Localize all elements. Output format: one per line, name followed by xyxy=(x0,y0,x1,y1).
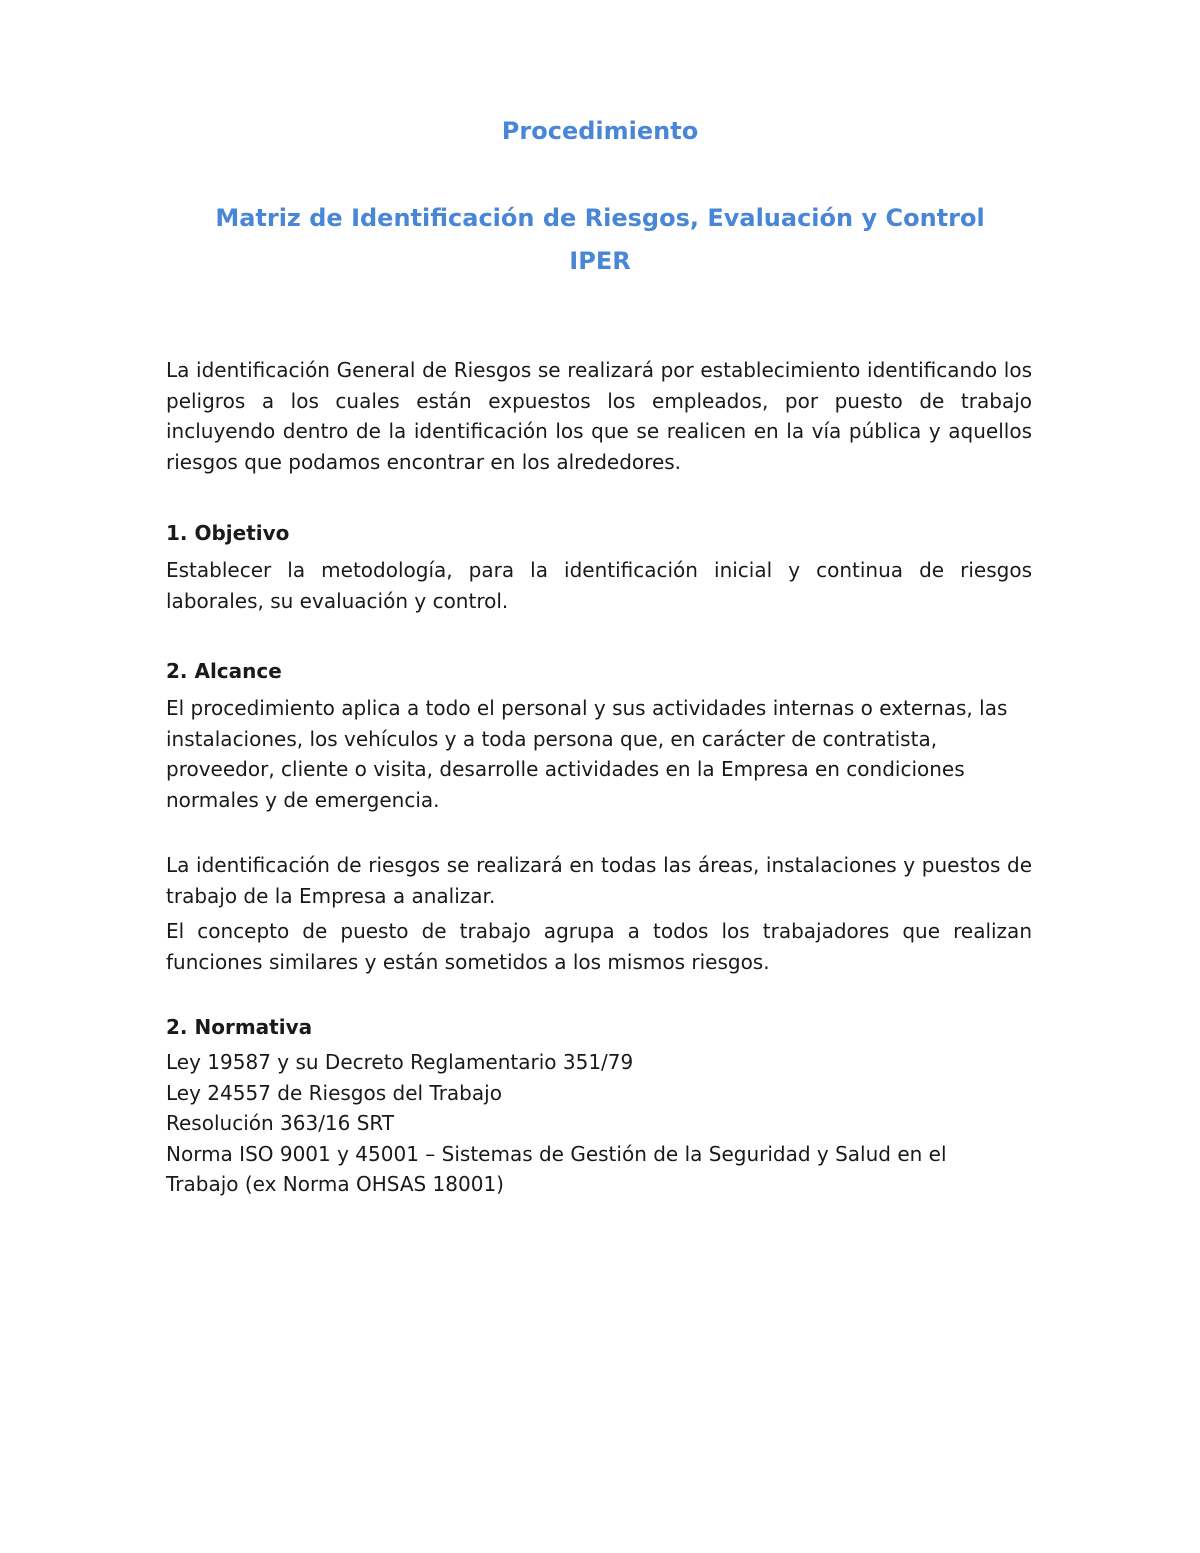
objetivo-paragraph: Establecer la metodología, para la identificación inicial y continua de riesgos laborales, su evaluación y control. xyxy=(166,558,1032,613)
normativa-item: Ley 19587 y su Decreto Reglamentario 351/79 xyxy=(166,1050,634,1074)
normativa-list xyxy=(166,1047,1032,1200)
section-heading-objetivo: 1. Objetivo xyxy=(166,521,290,545)
normativa-item: Norma ISO 9001 y 45001 – Sistemas de Gestión de la Seguridad y Salud en el xyxy=(166,1141,947,1166)
alcance-paragraph-1: El procedimiento aplica a todo el personal y sus actividades internas o externas, las instalaciones, los vehículos y a toda persona que, en carácter de contratista, proveedor, cliente o visita, desarrolle actividades en la Empresa en condiciones normales y de emergencia. xyxy=(166,696,1008,812)
normativa-item: Trabajo (ex Norma OHSAS 18001) xyxy=(166,1172,504,1196)
section-heading-alcance: 2. Alcance xyxy=(166,659,282,683)
normativa-item: Ley 24557 de Riesgos del Trabajo xyxy=(166,1080,502,1105)
alcance-paragraph-2: La identificación de riesgos se realizará en todas las áreas, instalaciones y puestos de trabajo de la Empresa a analizar. xyxy=(166,853,1032,908)
section-heading-normativa: 2. Normativa xyxy=(166,1015,313,1039)
normativa-item: Resolución 363/16 SRT xyxy=(166,1111,395,1135)
intro-paragraph: La identificación General de Riesgos se realizará por establecimiento identificando los peligros a los cuales están expuestos los empleados, por puesto de trabajo incluyendo dentro de la identificación los que se realicen en la vía pública y aquellos riesgos que podamos encontrar en los alrededores. xyxy=(166,358,1032,474)
document-title: Procedimiento xyxy=(501,117,699,145)
alcance-paragraph-3: El concepto de puesto de trabajo agrupa a todos los trabajadores que realizan funciones similares y están sometidos a los mismos riesgos. xyxy=(166,919,1032,974)
document-subtitle: Matriz de Identificación de Riesgos, Evaluación y Control xyxy=(215,204,985,232)
document-acronym: IPER xyxy=(569,247,631,275)
